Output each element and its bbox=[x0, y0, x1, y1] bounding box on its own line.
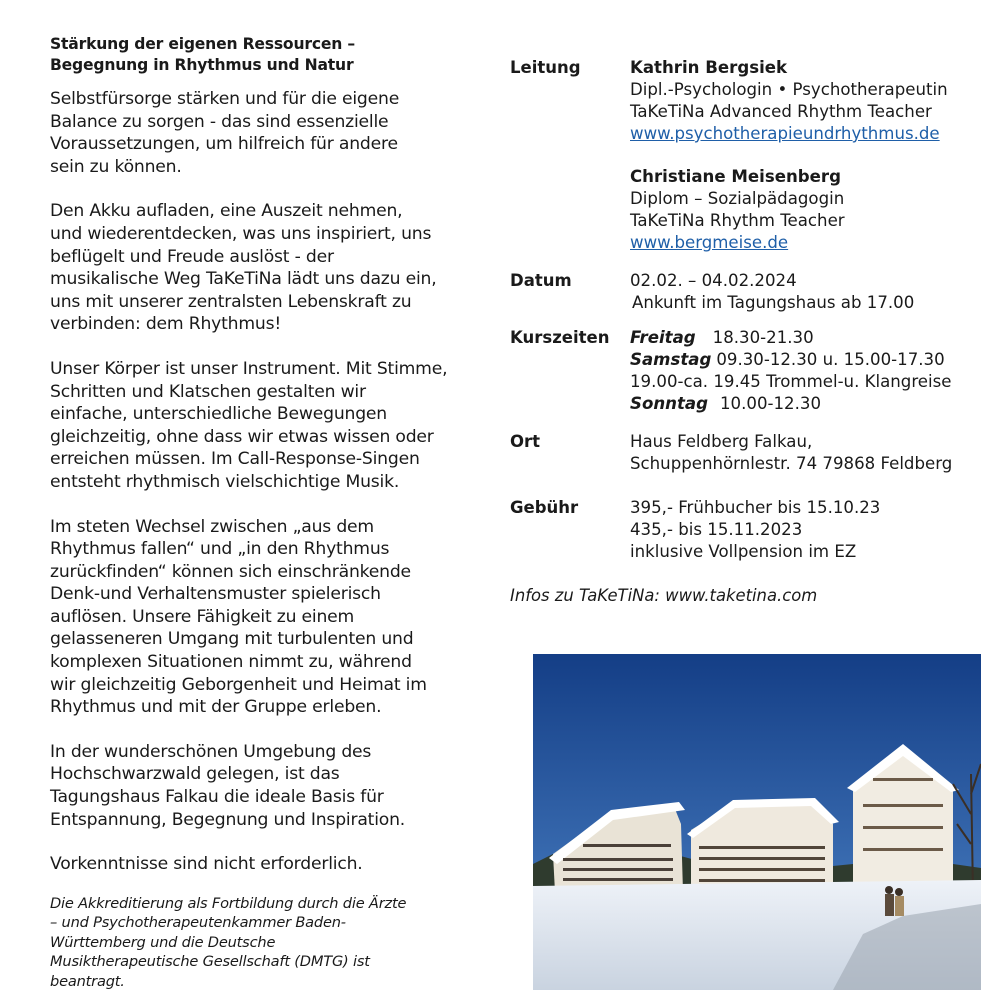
person-qualification: TaKeTiNa Advanced Rhythm Teacher bbox=[630, 102, 932, 121]
venue-address: Schuppenhörnlestr. 74 79868 Feldberg bbox=[630, 454, 953, 473]
leitung-person-2 bbox=[630, 166, 845, 254]
day-label: Freitag bbox=[630, 328, 696, 347]
text-line: wir gleichzeitig Geborgenheit und Heimat im bbox=[50, 674, 427, 695]
day-label: Sonntag bbox=[630, 394, 708, 413]
text-line: Den Akku aufladen, eine Auszeit nehmen, bbox=[50, 201, 403, 222]
text-line: verbinden: dem Rhythmus! bbox=[50, 314, 282, 335]
time-range: 18.30-21.30 bbox=[712, 328, 814, 347]
paragraph-vorkenntnisse bbox=[50, 853, 470, 876]
person-qualification: TaKeTiNa Rhythm Teacher bbox=[630, 211, 845, 230]
price-note: inklusive Vollpension im EZ bbox=[630, 542, 857, 561]
winter-house-image bbox=[533, 654, 981, 990]
text-line: entsteht rhythmisch vielschichtige Musik. bbox=[50, 471, 400, 492]
label-datum: Datum bbox=[510, 271, 572, 290]
paragraph-akku bbox=[50, 200, 470, 336]
text-line: Im steten Wechsel zwischen „aus dem bbox=[50, 516, 374, 537]
page-title bbox=[50, 34, 470, 76]
datum-value bbox=[630, 270, 914, 314]
title-line-1: Stärkung der eigenen Ressourcen – bbox=[50, 35, 355, 53]
text-line: Entspannung, Begegnung und Inspiration. bbox=[50, 809, 406, 830]
sunday-row bbox=[630, 393, 951, 415]
text-line: gleichzeitig, ohne dass wir etwas wissen oder bbox=[50, 426, 434, 447]
text-line: sein zu können. bbox=[50, 156, 182, 177]
label-gebuehr: Gebühr bbox=[510, 498, 579, 517]
day-label: Samstag bbox=[630, 350, 712, 369]
infos-taketina: Infos zu TaKeTiNa: www.taketina.com bbox=[510, 586, 818, 605]
text-line: Die Akkreditierung als Fortbildung durch die Ärzte bbox=[50, 894, 407, 912]
paragraph-koerper bbox=[50, 358, 470, 494]
text-line: In der wunderschönen Umgebung des bbox=[50, 741, 372, 762]
paragraph-umgebung bbox=[50, 741, 470, 831]
leitung-person-1 bbox=[630, 57, 948, 145]
text-line: komplexen Situationen nimmt zu, während bbox=[50, 652, 412, 673]
text-line: uns mit unserer zentralsten Lebenskraft zu bbox=[50, 291, 412, 312]
title-line-2: Begegnung in Rhythmus und Natur bbox=[50, 56, 354, 74]
text-line: Tagungshaus Falkau die ideale Basis für bbox=[50, 787, 384, 808]
text-line: Balance zu sorgen - das sind essenzielle bbox=[50, 111, 389, 132]
paragraph-selbstfuersorge bbox=[50, 88, 470, 178]
person-name: Kathrin Bergsiek bbox=[630, 58, 788, 77]
label-leitung: Leitung bbox=[510, 58, 581, 77]
website-link-psychotherapie[interactable]: www.psychotherapieundrhythmus.de bbox=[630, 124, 940, 143]
text-line: Selbstfürsorge stärken und für die eigene bbox=[50, 89, 400, 109]
left-column bbox=[50, 34, 470, 991]
kurszeiten-value bbox=[630, 327, 951, 415]
text-line: erreichen müssen. Im Call-Response-Singen bbox=[50, 449, 420, 470]
person-qualification: Diplom – Sozialpädagogin bbox=[630, 189, 845, 208]
text-line: Unser Körper ist unser Instrument. Mit Stimme, bbox=[50, 358, 448, 379]
text-line: Vorkenntnisse sind nicht erforderlich. bbox=[50, 854, 363, 875]
photo-tagungshaus-winter bbox=[533, 654, 981, 990]
gebuehr-value bbox=[630, 497, 880, 563]
time-range: 10.00-12.30 bbox=[720, 394, 821, 413]
text-line: beflügelt und Freude auslöst - der bbox=[50, 246, 334, 267]
saturday-row bbox=[630, 349, 951, 371]
text-line: beantragt. bbox=[50, 972, 125, 990]
text-line: Musiktherapeutische Gesellschaft (DMTG) ist bbox=[50, 953, 370, 971]
label-ort: Ort bbox=[510, 432, 541, 451]
date-range: 02.02. – 04.02.2024 bbox=[630, 271, 797, 290]
person-qualification: Dipl.-Psychologin • Psychotherapeutin bbox=[630, 80, 948, 99]
text-line: gelasseneren Umgang mit turbulenten und bbox=[50, 629, 414, 650]
text-line: musikalische Weg TaKeTiNa lädt uns dazu ein, bbox=[50, 269, 437, 290]
friday-row bbox=[630, 327, 951, 349]
text-line: Rhythmus fallen“ und „in den Rhythmus bbox=[50, 539, 390, 560]
label-kurszeiten: Kurszeiten bbox=[510, 328, 610, 347]
time-range: 09.30-12.30 u. 15.00-17.30 bbox=[716, 350, 945, 369]
venue-name: Haus Feldberg Falkau, bbox=[630, 432, 813, 451]
text-line: – und Psychotherapeutenkammer Baden- bbox=[50, 914, 346, 932]
paragraph-wechsel bbox=[50, 516, 470, 719]
text-line: Voraussetzungen, um hilfreich für andere bbox=[50, 134, 398, 155]
price-regular: 435,- bis 15.11.2023 bbox=[630, 520, 803, 539]
text-line: einfache, unterschiedliche Bewegungen bbox=[50, 404, 387, 425]
website-link-bergmeise[interactable]: www.bergmeise.de bbox=[630, 233, 789, 252]
text-line: Württemberg und die Deutsche bbox=[50, 933, 276, 951]
saturday-evening: 19.00-ca. 19.45 Trommel-u. Klangreise bbox=[630, 372, 952, 391]
text-line: auflösen. Unsere Fähigkeit zu einem bbox=[50, 606, 355, 627]
text-line: Schritten und Klatschen gestalten wir bbox=[50, 381, 366, 402]
text-line: zurückfinden“ können sich einschränkende bbox=[50, 561, 411, 582]
text-line: Denk-und Verhaltensmuster spielerisch bbox=[50, 584, 381, 605]
text-line: Rhythmus und mit der Gruppe erleben. bbox=[50, 697, 382, 718]
text-line: Hochschwarzwald gelegen, ist das bbox=[50, 764, 340, 785]
text-line: und wiederentdecken, was uns inspiriert, uns bbox=[50, 223, 432, 244]
ort-value bbox=[630, 431, 952, 475]
price-early: 395,- Frühbucher bis 15.10.23 bbox=[630, 498, 881, 517]
person-name: Christiane Meisenberg bbox=[630, 167, 841, 186]
accreditation-note bbox=[50, 894, 470, 992]
arrival-time: Ankunft im Tagungshaus ab 17.00 bbox=[632, 293, 915, 312]
